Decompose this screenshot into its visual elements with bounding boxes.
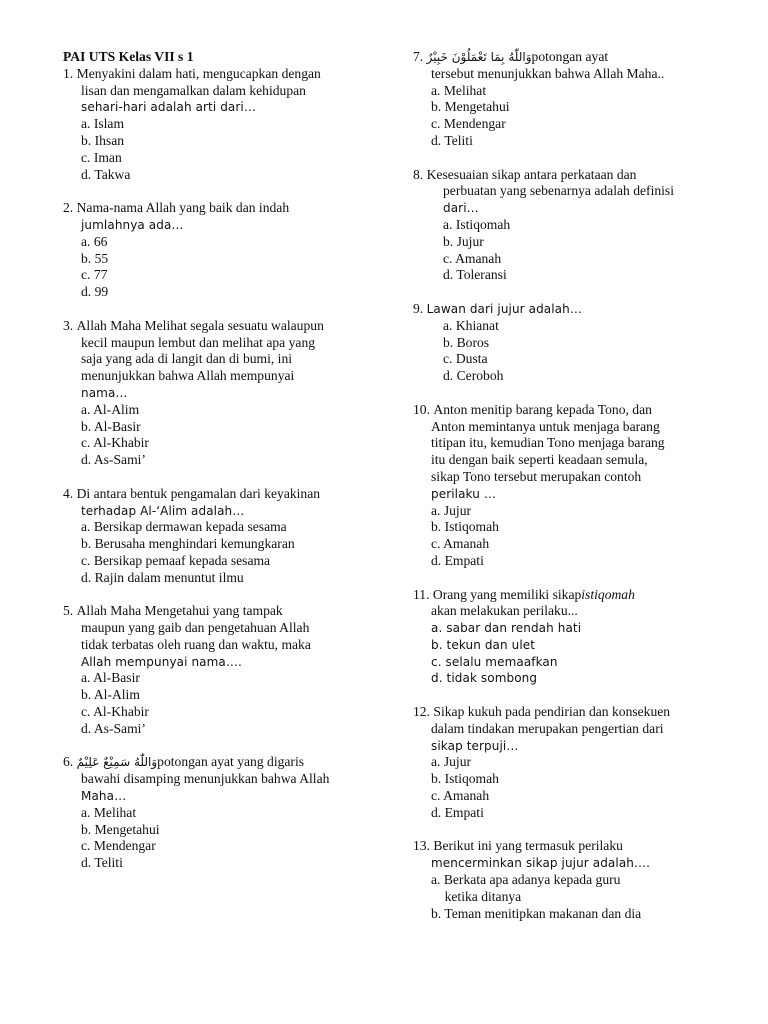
option-d: d. As-Sami’ [81,452,146,468]
question-text: Nama-nama Allah yang baik dan indah [76,200,290,216]
option-a-continuation: ketika ditanya [431,888,522,904]
option-b: b. Al-Alim [81,687,140,703]
question-4 [63,486,383,587]
option-d: d. 99 [81,284,109,300]
option-d: d. Toleransi [443,267,507,283]
option-a: a. Istiqomah [443,216,511,232]
question-text-line: sikap terpuji… [431,738,519,753]
option-a: a. Khianat [443,317,499,333]
question-text-line: terhadap Al-‘Alim adalah… [81,503,245,518]
question-text-line: perilaku … [431,486,496,501]
question-12 [413,704,743,822]
option-d: d. tidak sombong [431,671,538,686]
question-text: potongan ayat [531,49,609,64]
option-d: d. Rajin dalam menuntut ilmu [81,569,244,585]
question-text: Menyakini dalam hati, mengucapkan dengan [76,65,321,81]
option-b: b. Ihsan [81,132,125,148]
question-text: Di antara bentuk pengamalan dari keyakinan [76,485,321,501]
option-c: c. Amanah [431,536,490,552]
question-text-line: jumlahnya ada… [81,217,184,232]
option-a: a. Al-Alim [81,401,140,417]
option-b: b. Mengetahui [81,821,160,837]
question-text: potongan ayat yang digaris [157,754,305,770]
question-text-line: menunjukkan bahwa Allah mempunyai [81,368,295,384]
page-title: PAI UTS Kelas VII s 1 [63,49,194,64]
question-text: Berikut ini yang termasuk perilaku [433,838,623,854]
option-a: a. Bersikap dermawan kepada sesama [81,519,287,535]
option-c: c. Dusta [443,351,488,367]
question-text-line: tersebut menunjukkan bahwa Allah Maha.. [431,65,665,81]
option-d: d. Teliti [81,855,123,871]
question-number: 3. [63,317,74,333]
option-c: c. Mendengar [431,116,506,132]
question-text: Kesesuaian sikap antara perkataan dan [426,166,637,182]
option-c: c. Iman [81,149,122,165]
question-text-line: sehari-hari adalah arti dari… [81,100,256,115]
option-c: c. Al-Khabir [81,704,149,720]
option-a: a. Al-Basir [81,670,140,686]
question-number: 4. [63,485,74,501]
question-13 [413,838,743,922]
question-text-line: perbuatan yang sebenarnya adalah definisi [443,183,674,199]
option-d: d. Teliti [431,132,473,148]
option-a: a. Islam [81,116,125,132]
question-text: Sikap kukuh pada pendirian dan konsekuen [433,704,671,720]
question-text-line: Anton memintanya untuk menjaga barang [431,418,660,434]
option-b: b. Al-Basir [81,418,141,434]
question-emphasis: istiqomah [581,586,635,602]
arabic-verse-fragment: وَاللّٰهُ بِمَا تَعْمَلُوْنَ خَبِيْرٌ [426,50,532,64]
question-number: 2. [63,200,74,216]
question-text-line: dalam tindakan merupakan pengertian dari [431,720,664,736]
question-9 [413,301,743,385]
arabic-verse-fragment: وَاللّٰهُ سَمِيْعٌ عَلِيْمٌ [76,755,158,770]
option-d: d. Ceroboh [443,368,504,384]
option-c: c. Bersikap pemaaf kepada sesama [81,552,271,568]
question-number: 12. [413,704,430,720]
question-text-line: bawahi disamping menunjukkan bahwa Allah [81,771,330,787]
option-a: a. sabar dan rendah hati [431,621,582,636]
question-number: 1. [63,65,74,81]
option-b: b. Boros [443,334,490,350]
option-a: a. 66 [81,233,108,249]
option-a: a. Jujur [431,754,472,770]
question-number: 7. [413,49,424,64]
question-number: 9. [413,300,424,316]
question-8 [413,167,743,285]
option-c: c. Mendengar [81,838,156,854]
option-c: c. Amanah [431,788,490,804]
option-b: b. Istiqomah [431,771,499,787]
question-text-line: tidak terbatas oleh ruang dan waktu, maka [81,636,311,652]
option-d: d. Empati [431,552,484,568]
option-b: b. Jujur [443,233,484,249]
question-text-line: Allah mempunyai nama…. [81,654,242,669]
option-d: d. As-Sami’ [81,720,146,736]
question-text: Orang yang memiliki sikap [432,586,582,602]
question-5 [63,603,383,737]
option-d: d. Takwa [81,166,131,182]
question-text: Allah Maha Mengetahui yang tampak [76,603,283,619]
question-6 [63,754,383,872]
question-text: Lawan dari jujur adalah… [426,301,582,316]
option-b: b. Istiqomah [431,519,499,535]
question-number: 10. [413,401,430,417]
option-a: a. Berkata apa adanya kepada guru [431,872,621,888]
right-column [413,49,743,939]
question-2 [63,200,383,301]
question-text-line: dari… [443,201,479,216]
option-c: c. selalu memaafkan [431,654,558,669]
question-text: Allah Maha Melihat segala sesuatu walaupun [76,317,324,333]
question-text-line: mencerminkan sikap jujur adalah…. [431,856,650,871]
question-text-line: maupun yang gaib dan pengetahuan Allah [81,620,310,636]
question-number: 8. [413,166,424,182]
option-a: a. Jujur [431,502,472,518]
option-a: a. Melihat [81,804,137,820]
question-text-line: Maha… [81,789,127,804]
question-text-line: akan melakukan perilaku... [431,603,578,619]
question-number: 11. [413,586,430,602]
question-number: 6. [63,754,74,770]
question-number: 13. [413,838,430,854]
question-text-line: itu dengan baik seperti keadaan semula, [431,452,648,468]
question-text: Anton menitip barang kepada Tono, dan [433,401,652,417]
question-text-line: titipan itu, kemudian Tono menjaga barang [431,435,665,451]
option-b: b. Berusaha menghindari kemungkaran [81,536,295,552]
question-1 [63,66,383,184]
question-3 [63,318,383,469]
question-number: 5. [63,603,74,619]
question-text-line: lisan dan mengamalkan dalam kehidupan [81,82,306,98]
option-a: a. Melihat [431,82,487,98]
option-b: b. 55 [81,250,109,266]
question-7 [413,49,743,150]
question-text-line: saja yang ada di langit dan di bumi, ini [81,351,293,367]
option-b: b. Mengetahui [431,99,510,115]
question-text-line: sikap Tono tersebut merupakan contoh [431,468,642,484]
option-b: b. Teman menitipkan makanan dan dia [431,905,642,921]
left-column [63,49,383,889]
option-d: d. Empati [431,804,484,820]
option-c: c. Amanah [443,250,502,266]
option-c: c. Al-Khabir [81,435,149,451]
question-text-line: kecil maupun lembut dan melihat apa yang [81,334,316,350]
option-c: c. 77 [81,267,108,283]
question-10 [413,402,743,570]
option-b: b. tekun dan ulet [431,637,536,652]
question-text-line: nama… [81,385,128,400]
question-11 [413,587,743,688]
